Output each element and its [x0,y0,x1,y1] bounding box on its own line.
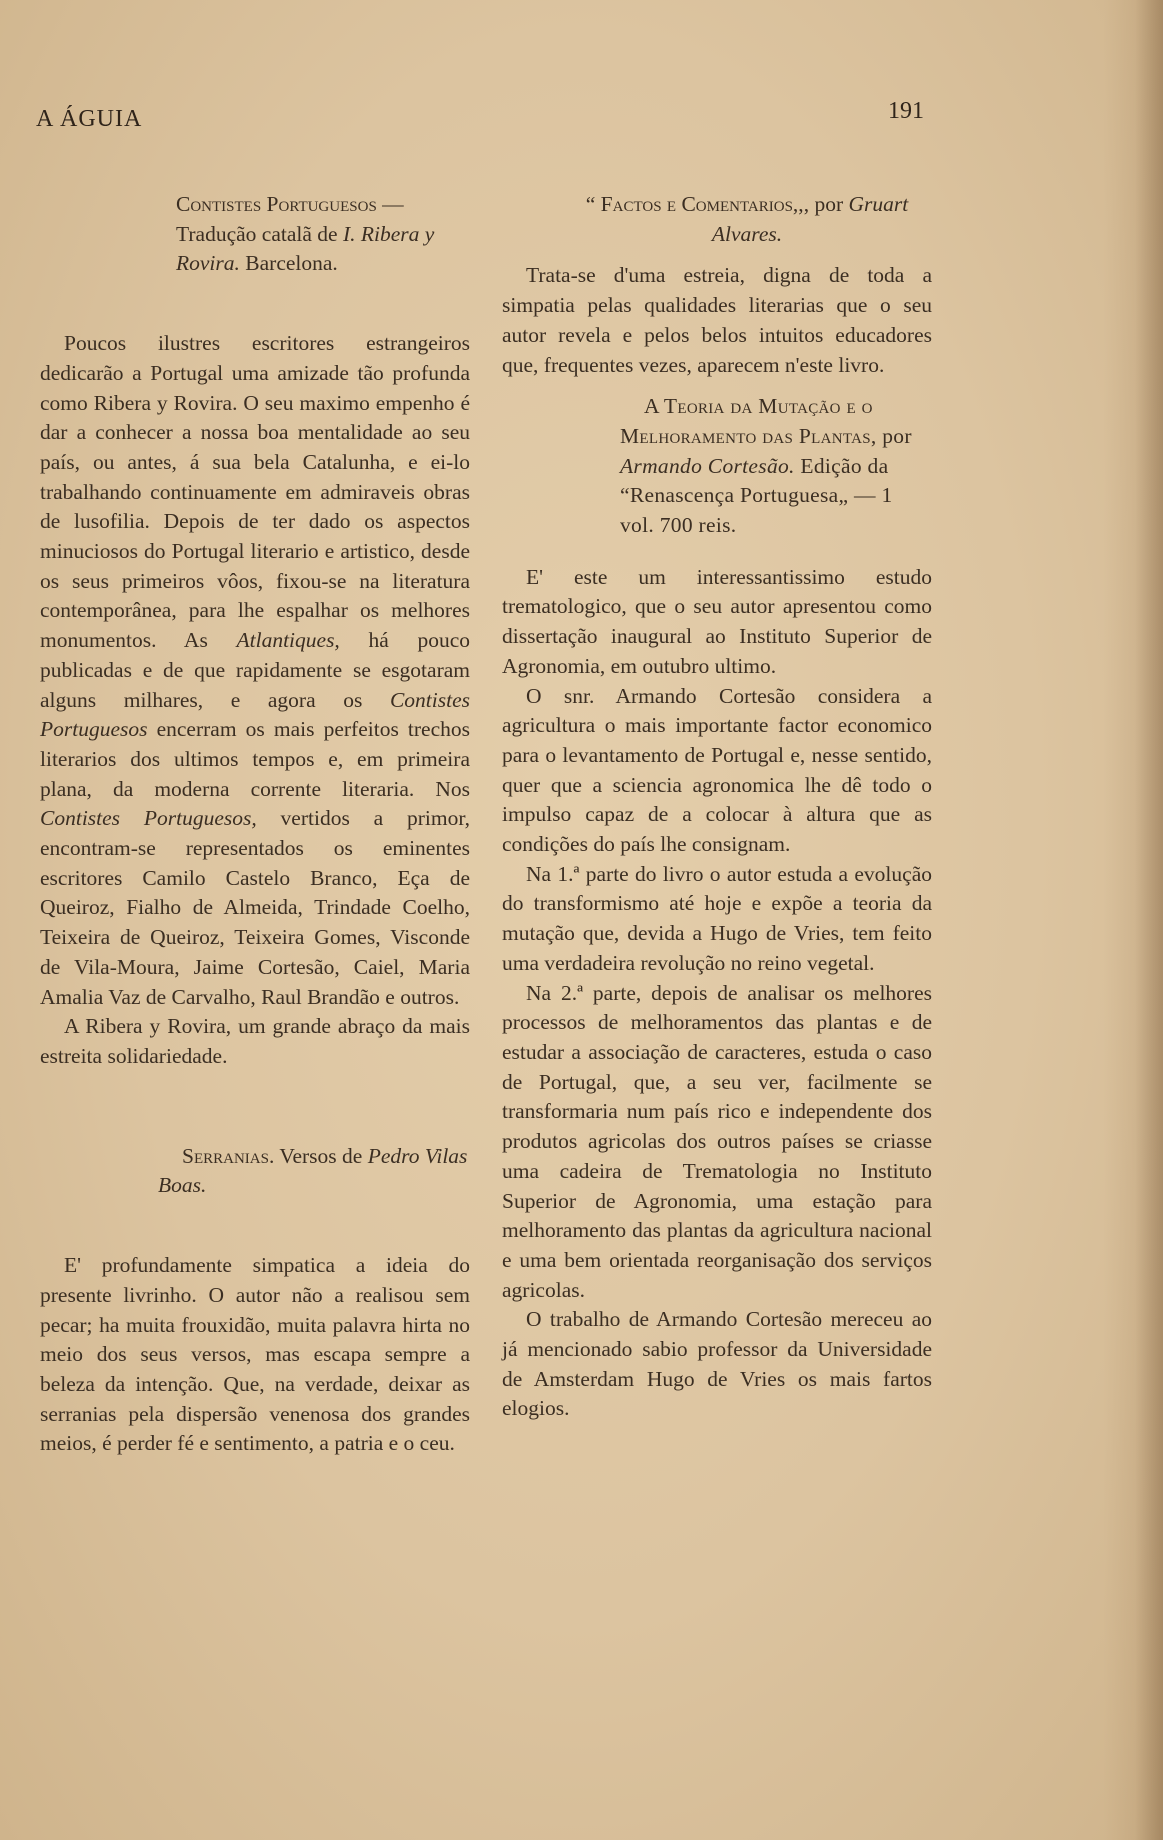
review-paragraph: O trabalho de Armando Cortesão mereceu ao já mencionado sabio professor da Universidade de Amsterdam Hugo de Vries os mais fartos elogios. [502,1307,932,1421]
page-edge-darkening [1135,0,1163,1840]
review-subtitle: , por [803,192,849,216]
review-author: Pedro Vilas Boas. [158,1143,468,1198]
review-paragraph: Na 1.ª parte do livro o autor estuda a evolução do transformismo até hoje e expõe a teoria da mutação que, devida a Hugo de Vries, tem feito uma verdadeira revolução no reino vegetal. [502,861,932,975]
italic-title: Atlantiques, [236,628,340,653]
review-heading-serranias [40,1142,470,1201]
review-subtitle: Versos de [274,1143,368,1168]
review-paragraph: Na 2.ª parte, depois de analisar os melhores processos de melhoramentos das plantas e de estudar a associação de caracteres, estuda o caso de Portugal, que, a seu ver, facilmente se transformaria num país rico e independente dos produtos agricolas dos outros países se criasse uma cadeira de Trematologia no Instituto Superior de Agronomia, uma estação para melhoramento das plantas da agricultura nacional e uma bem orientada reorganisação dos serviços agricolas. [502,980,932,1302]
review-subtitle: por [876,423,912,448]
review-title: A Teoria da Mutação e o Melhoramento das Plantas, [620,394,877,448]
review-title: Contistes Portuguesos [176,192,377,216]
review-title: Serranias. [182,1143,275,1168]
review-title: “ Factos e Comentarios,, [585,192,804,216]
review-heading-teoria [502,392,932,541]
review-paragraph: A Ribera y Rovira, um grande abraço da mais estreita solidariedade. [40,1014,470,1068]
review-paragraph: E' este um interessantissimo estudo trematologico, que o seu autor apresentou como dissertação inaugural ao Instituto Superior de Agronomia, em outubro ultimo. [502,564,932,678]
review-paragraph: E' profundamente simpatica a ideia do presente livrinho. O autor não a realisou sem pecar; ha muita frouxidão, muita palavra hirta no meio dos seus versos, mas escapa sempre a beleza da intenção. Que, na verdade, deixar as serranias pela dispersão venenosa dos grandes meios, é perder fé e sentimento, a patria e o ceu. [40,1253,470,1456]
left-column [40,190,470,1459]
text-run: Poucos ilustres escritores estrangeiros dedicarão a Portugal uma amizade tão profunda como Ribera y Rovira. O seu maximo empenho é dar a conhecer a nossa boa mentalidade ao seu país, ou antes, á sua bela Catalunha, e ei-lo trabalhando continuamente em admiraveis obras de lusofilia. Depois de ter dado os aspectos minuciosos do Portugal literario e artistico, desde os seus primeiros vôos, fixou-se na literatura contemporânea, para lhe espalhar os melhores monumentos. As [40,331,470,653]
text-run: vertidos a primor, encontram-se representados os eminentes escritores Camilo Castelo Branco, Eça de Queiroz, Fialho de Almeida, Trindade Coelho, Teixeira de Queiroz, Teixeira Gomes, Visconde de Vila-Moura, Jaime Cortesão, Caiel, Maria Amalia Vaz de Carvalho, Raul Brandão e outros. [40,806,470,1009]
review-edition: Edição da “Renascença Portuguesa„ — 1 vol. 700 reis. [620,453,893,538]
text-run: encerram os mais perfeitos trechos literarios dos ultimos tempos e, em primeira plana, da moderna corrente literaria. Nos [40,717,470,801]
review-paragraph: Trata-se d'uma estreia, digna de toda a simpatia pelas qualidades literarias que o seu autor revela e pelos belos intuitos educadores que, frequentes vezes, aparecem n'este livro. [502,263,932,377]
page-number: 191 [888,98,924,124]
review-author: Gruart Alvares. [711,192,909,246]
review-subtitle: —Tradução catalã de [176,192,404,246]
review-author: Armando Cortesão. [620,453,795,478]
running-title: A ÁGUIA [36,106,143,132]
right-column [502,190,932,1424]
review-place: Barcelona. [239,251,338,276]
review-author: I. Ribera y Rovira. [176,221,435,276]
review-paragraph [40,329,470,1012]
italic-title: Contistes Portuguesos [40,687,470,742]
text-run: há pouco publicadas e de que rapidamente se esgotaram alguns milhares, e agora os [40,628,470,712]
review-heading-factos [502,190,932,249]
italic-title: Contistes Portuguesos, [40,806,257,831]
review-heading-contistes [40,190,470,279]
review-paragraph: O snr. Armando Cortesão considera a agricultura o mais importante factor economico para o levantamento de Portugal e, nesse sentido, quer que a sciencia agronomica lhe dê todo o impulso capaz de a colocar à altura que as condições do país lhe consignam. [502,683,932,857]
